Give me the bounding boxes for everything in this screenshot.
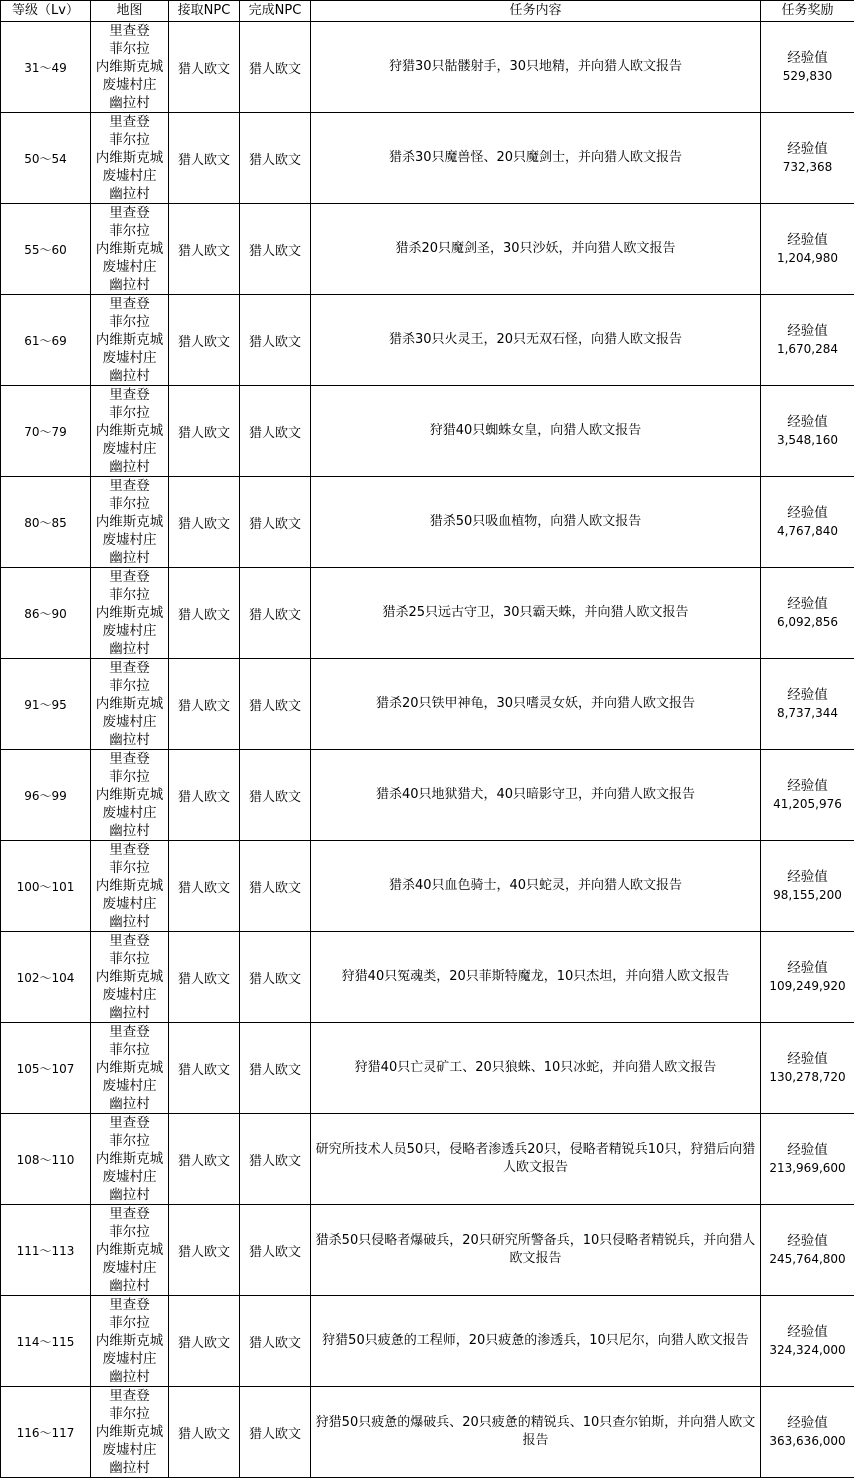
reward-label: 经验值 [761,595,854,613]
header-reward: 任务奖励 [761,1,854,22]
map-name: 菲尔拉 [91,1223,168,1241]
reward-cell [761,295,854,386]
map-name: 幽拉村 [91,549,168,567]
map-cell [91,659,169,750]
level-cell: 86～90 [1,568,91,659]
reward-value: 1,670,284 [761,340,854,358]
map-name: 幽拉村 [91,822,168,840]
level-cell: 105～107 [1,1023,91,1114]
level-cell: 114～115 [1,1296,91,1387]
map-name: 菲尔拉 [91,40,168,58]
level-cell: 100～101 [1,841,91,932]
content-cell: 狩猎30只骷髅射手，30只地精，并向猎人欧文报告 [311,22,761,113]
reward-value: 324,324,000 [761,1341,854,1359]
map-name: 幽拉村 [91,1004,168,1022]
accept-npc-cell: 猎人欧文 [169,295,240,386]
header-content: 任务内容 [311,1,761,22]
map-cell [91,750,169,841]
reward-value: 732,368 [761,158,854,176]
header-accept-npc: 接取NPC [169,1,240,22]
accept-npc-cell: 猎人欧文 [169,1114,240,1205]
level-cell: 50～54 [1,113,91,204]
complete-npc-cell: 猎人欧文 [240,477,311,568]
map-name: 幽拉村 [91,185,168,203]
map-cell [91,113,169,204]
level-cell: 108～110 [1,1114,91,1205]
map-name: 里查登 [91,1114,168,1132]
map-name: 废墟村庄 [91,531,168,549]
map-name: 内维斯克城 [91,422,168,440]
reward-cell [761,841,854,932]
table-row [1,204,854,295]
table-row [1,1023,854,1114]
table-row [1,568,854,659]
reward-label: 经验值 [761,140,854,158]
content-cell: 猎杀40只地狱猎犬，40只暗影守卫，并向猎人欧文报告 [311,750,761,841]
map-name: 幽拉村 [91,367,168,385]
accept-npc-cell: 猎人欧文 [169,1205,240,1296]
table-row [1,1205,854,1296]
complete-npc-cell: 猎人欧文 [240,1387,311,1478]
accept-npc-cell: 猎人欧文 [169,1296,240,1387]
map-name: 里查登 [91,1205,168,1223]
complete-npc-cell: 猎人欧文 [240,295,311,386]
map-name: 菲尔拉 [91,1132,168,1150]
content-cell: 狩猎40只亡灵矿工、20只狼蛛、10只冰蛇，并向猎人欧文报告 [311,1023,761,1114]
accept-npc-cell: 猎人欧文 [169,477,240,568]
accept-npc-cell: 猎人欧文 [169,750,240,841]
reward-cell [761,386,854,477]
content-cell: 狩猎50只疲惫的工程师，20只疲惫的渗透兵，10只尼尔，向猎人欧文报告 [311,1296,761,1387]
complete-npc-cell: 猎人欧文 [240,841,311,932]
reward-cell [761,1114,854,1205]
map-name: 内维斯克城 [91,58,168,76]
table-header-row [1,1,854,22]
complete-npc-cell: 猎人欧文 [240,568,311,659]
reward-label: 经验值 [761,1323,854,1341]
reward-cell [761,204,854,295]
map-name: 里查登 [91,295,168,313]
map-name: 菲尔拉 [91,131,168,149]
content-cell: 狩猎40只蜘蛛女皇，向猎人欧文报告 [311,386,761,477]
table-row [1,1296,854,1387]
accept-npc-cell: 猎人欧文 [169,386,240,477]
level-cell: 116～117 [1,1387,91,1478]
level-cell: 111～113 [1,1205,91,1296]
reward-value: 245,764,800 [761,1250,854,1268]
accept-npc-cell: 猎人欧文 [169,932,240,1023]
reward-cell [761,932,854,1023]
map-name: 废墟村庄 [91,1441,168,1459]
map-name: 里查登 [91,386,168,404]
map-name: 里查登 [91,477,168,495]
level-cell: 70～79 [1,386,91,477]
reward-value: 41,205,976 [761,795,854,813]
content-cell: 猎杀25只远古守卫，30只霸天蛛，并向猎人欧文报告 [311,568,761,659]
complete-npc-cell: 猎人欧文 [240,1205,311,1296]
map-name: 幽拉村 [91,1095,168,1113]
table-row [1,841,854,932]
map-name: 菲尔拉 [91,859,168,877]
accept-npc-cell: 猎人欧文 [169,204,240,295]
complete-npc-cell: 猎人欧文 [240,113,311,204]
table-row [1,295,854,386]
map-name: 菲尔拉 [91,222,168,240]
map-name: 里查登 [91,568,168,586]
map-name: 菲尔拉 [91,1314,168,1332]
table-row [1,477,854,568]
map-name: 内维斯克城 [91,1241,168,1259]
reward-value: 363,636,000 [761,1432,854,1450]
complete-npc-cell: 猎人欧文 [240,22,311,113]
header-map: 地图 [91,1,169,22]
reward-value: 3,548,160 [761,431,854,449]
reward-label: 经验值 [761,1414,854,1432]
map-name: 废墟村庄 [91,76,168,94]
accept-npc-cell: 猎人欧文 [169,22,240,113]
reward-cell [761,1023,854,1114]
reward-label: 经验值 [761,322,854,340]
reward-cell [761,659,854,750]
reward-cell [761,1387,854,1478]
complete-npc-cell: 猎人欧文 [240,386,311,477]
reward-label: 经验值 [761,49,854,67]
reward-cell [761,113,854,204]
reward-value: 1,204,980 [761,249,854,267]
accept-npc-cell: 猎人欧文 [169,113,240,204]
map-name: 菲尔拉 [91,677,168,695]
table-row [1,932,854,1023]
map-cell [91,841,169,932]
reward-value: 213,969,600 [761,1159,854,1177]
map-name: 内维斯克城 [91,513,168,531]
map-name: 内维斯克城 [91,1423,168,1441]
complete-npc-cell: 猎人欧文 [240,1023,311,1114]
map-cell [91,1387,169,1478]
map-name: 菲尔拉 [91,586,168,604]
map-name: 内维斯克城 [91,1332,168,1350]
map-name: 里查登 [91,750,168,768]
map-name: 废墟村庄 [91,622,168,640]
table-row [1,659,854,750]
reward-label: 经验值 [761,1050,854,1068]
map-name: 幽拉村 [91,458,168,476]
map-name: 幽拉村 [91,1186,168,1204]
content-cell: 猎杀30只火灵王，20只无双石怪，向猎人欧文报告 [311,295,761,386]
level-cell: 91～95 [1,659,91,750]
map-name: 菲尔拉 [91,1405,168,1423]
reward-label: 经验值 [761,1141,854,1159]
map-name: 菲尔拉 [91,950,168,968]
map-name: 内维斯克城 [91,968,168,986]
map-name: 内维斯克城 [91,604,168,622]
reward-cell [761,1205,854,1296]
map-name: 废墟村庄 [91,895,168,913]
level-cell: 80～85 [1,477,91,568]
accept-npc-cell: 猎人欧文 [169,841,240,932]
level-cell: 31～49 [1,22,91,113]
header-complete-npc: 完成NPC [240,1,311,22]
map-name: 内维斯克城 [91,149,168,167]
map-name: 废墟村庄 [91,440,168,458]
table-row [1,1114,854,1205]
table-row [1,22,854,113]
reward-label: 经验值 [761,777,854,795]
map-name: 废墟村庄 [91,713,168,731]
map-name: 里查登 [91,1023,168,1041]
reward-value: 98,155,200 [761,886,854,904]
map-name: 废墟村庄 [91,1168,168,1186]
reward-label: 经验值 [761,868,854,886]
content-cell: 猎杀50只吸血植物，向猎人欧文报告 [311,477,761,568]
content-cell: 猎杀30只魔兽怪、20只魔剑士，并向猎人欧文报告 [311,113,761,204]
reward-label: 经验值 [761,231,854,249]
map-name: 里查登 [91,1387,168,1405]
map-name: 内维斯克城 [91,331,168,349]
map-name: 废墟村庄 [91,349,168,367]
content-cell: 猎杀50只侵略者爆破兵，20只研究所警备兵，10只侵略者精锐兵，并向猎人欧文报告 [311,1205,761,1296]
header-level: 等级（Lv） [1,1,91,22]
map-cell [91,1205,169,1296]
table-body [1,22,854,1478]
map-name: 幽拉村 [91,94,168,112]
reward-label: 经验值 [761,504,854,522]
map-cell [91,1296,169,1387]
map-name: 废墟村庄 [91,986,168,1004]
reward-label: 经验值 [761,1232,854,1250]
level-cell: 61～69 [1,295,91,386]
map-name: 里查登 [91,1296,168,1314]
content-cell: 研究所技术人员50只，侵略者渗透兵20只，侵略者精锐兵10只，狩猎后向猎人欧文报告 [311,1114,761,1205]
level-cell: 55～60 [1,204,91,295]
map-name: 里查登 [91,113,168,131]
map-name: 幽拉村 [91,1277,168,1295]
map-name: 幽拉村 [91,731,168,749]
map-name: 废墟村庄 [91,1350,168,1368]
accept-npc-cell: 猎人欧文 [169,659,240,750]
reward-label: 经验值 [761,686,854,704]
level-cell: 102～104 [1,932,91,1023]
map-name: 里查登 [91,659,168,677]
map-name: 幽拉村 [91,1368,168,1386]
content-cell: 猎杀40只血色骑士，40只蛇灵，并向猎人欧文报告 [311,841,761,932]
table-row [1,1387,854,1478]
reward-cell [761,568,854,659]
content-cell: 狩猎50只疲惫的爆破兵、20只疲惫的精锐兵、10只查尔铂斯，并向猎人欧文报告 [311,1387,761,1478]
map-cell [91,568,169,659]
map-name: 里查登 [91,204,168,222]
reward-label: 经验值 [761,959,854,977]
reward-cell [761,22,854,113]
accept-npc-cell: 猎人欧文 [169,1023,240,1114]
reward-cell [761,750,854,841]
content-cell: 猎杀20只魔剑圣，30只沙妖，并向猎人欧文报告 [311,204,761,295]
map-name: 内维斯克城 [91,1059,168,1077]
complete-npc-cell: 猎人欧文 [240,1114,311,1205]
complete-npc-cell: 猎人欧文 [240,1296,311,1387]
reward-value: 109,249,920 [761,977,854,995]
map-name: 幽拉村 [91,276,168,294]
map-cell [91,386,169,477]
map-name: 菲尔拉 [91,1041,168,1059]
complete-npc-cell: 猎人欧文 [240,932,311,1023]
map-cell [91,204,169,295]
map-name: 幽拉村 [91,913,168,931]
content-cell: 猎杀20只铁甲神龟，30只嗜灵女妖，并向猎人欧文报告 [311,659,761,750]
map-cell [91,1114,169,1205]
map-name: 废墟村庄 [91,1077,168,1095]
reward-value: 8,737,344 [761,704,854,722]
map-name: 菲尔拉 [91,495,168,513]
content-cell: 狩猎40只冤魂类，20只菲斯特魔龙，10只杰坦，并向猎人欧文报告 [311,932,761,1023]
table-row [1,750,854,841]
map-name: 废墟村庄 [91,804,168,822]
complete-npc-cell: 猎人欧文 [240,750,311,841]
map-name: 内维斯克城 [91,1150,168,1168]
map-name: 内维斯克城 [91,695,168,713]
map-name: 里查登 [91,22,168,40]
reward-value: 529,830 [761,67,854,85]
map-name: 菲尔拉 [91,313,168,331]
map-name: 里查登 [91,932,168,950]
map-name: 废墟村庄 [91,167,168,185]
level-cell: 96～99 [1,750,91,841]
map-name: 内维斯克城 [91,240,168,258]
complete-npc-cell: 猎人欧文 [240,659,311,750]
reward-value: 6,092,856 [761,613,854,631]
map-cell [91,295,169,386]
map-name: 幽拉村 [91,640,168,658]
map-cell [91,1023,169,1114]
reward-label: 经验值 [761,413,854,431]
map-cell [91,22,169,113]
accept-npc-cell: 猎人欧文 [169,1387,240,1478]
map-name: 废墟村庄 [91,1259,168,1277]
reward-cell [761,1296,854,1387]
reward-value: 130,278,720 [761,1068,854,1086]
map-name: 内维斯克城 [91,786,168,804]
map-name: 里查登 [91,841,168,859]
map-cell [91,477,169,568]
map-name: 菲尔拉 [91,404,168,422]
map-name: 幽拉村 [91,1459,168,1477]
reward-cell [761,477,854,568]
table-row [1,113,854,204]
complete-npc-cell: 猎人欧文 [240,204,311,295]
map-name: 菲尔拉 [91,768,168,786]
map-name: 内维斯克城 [91,877,168,895]
map-cell [91,932,169,1023]
table-row [1,386,854,477]
accept-npc-cell: 猎人欧文 [169,568,240,659]
reward-value: 4,767,840 [761,522,854,540]
map-name: 废墟村庄 [91,258,168,276]
